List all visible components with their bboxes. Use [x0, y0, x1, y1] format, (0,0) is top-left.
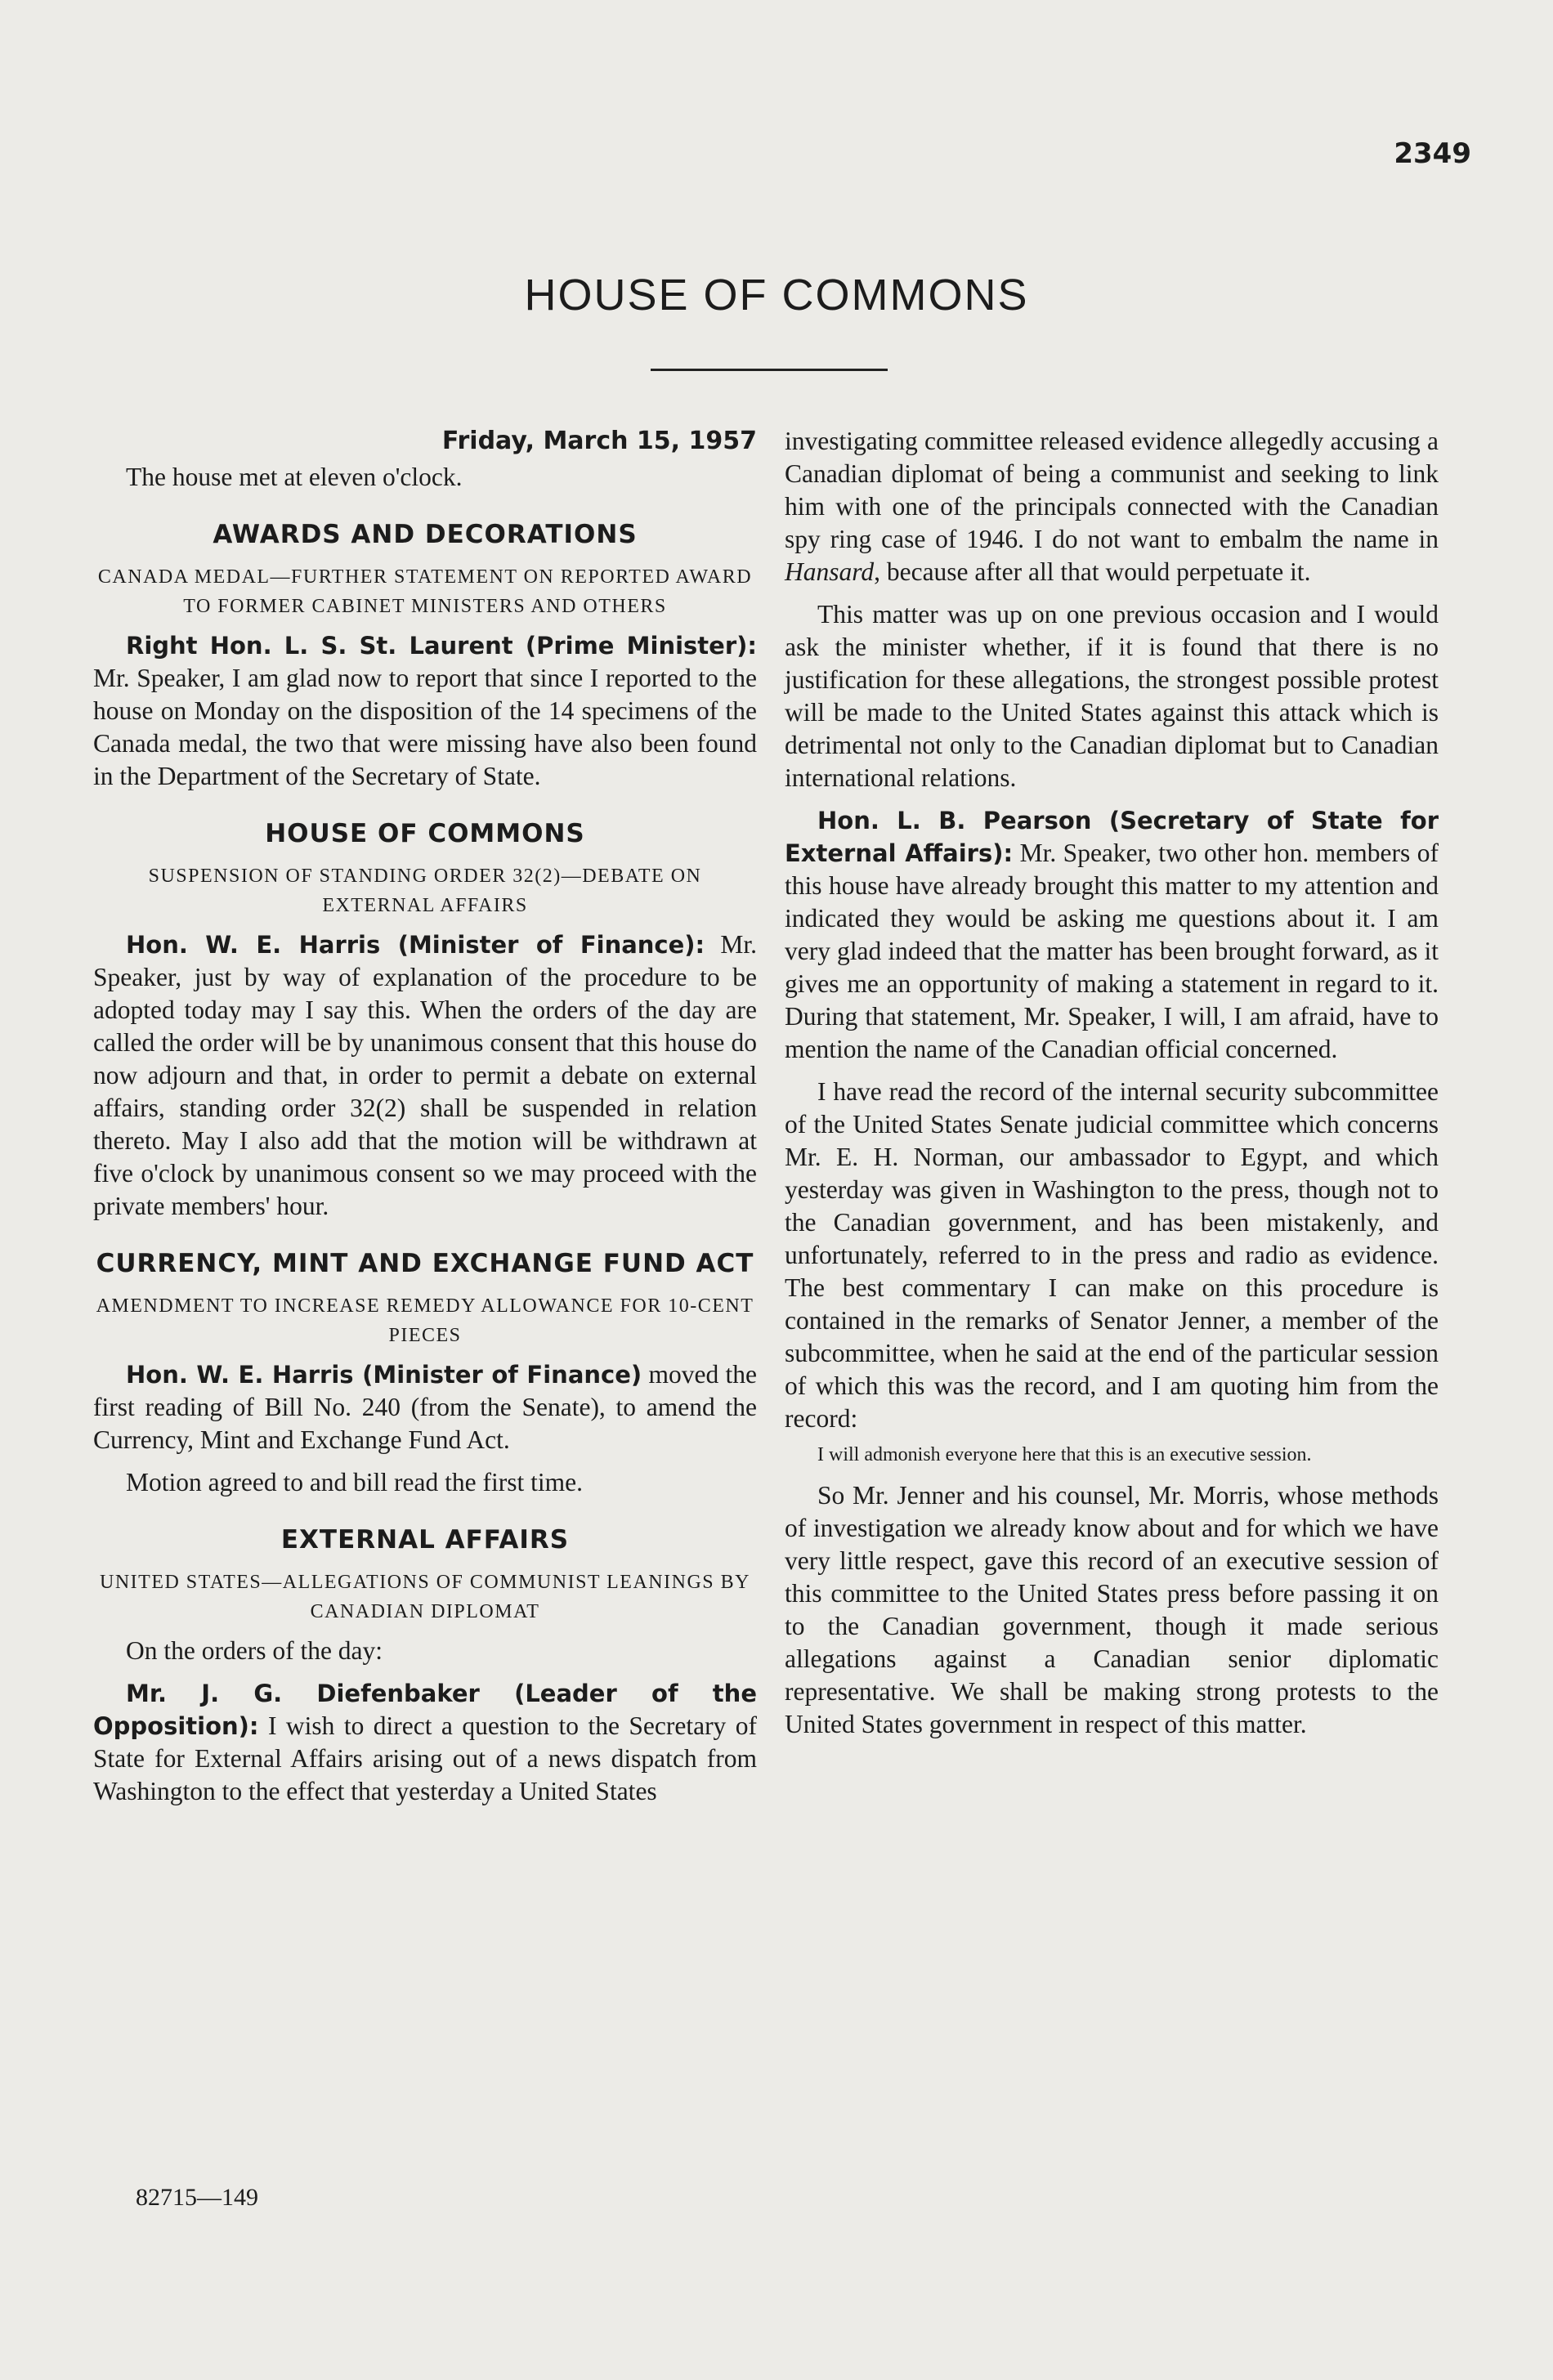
speech-text: Mr. Speaker, two other hon. members of this house have already brought this matter to my attention and indicated they would be asking me questions about it. I am very glad indeed that the matter has been brought forward, as it gives me an opportunity of making a statement in regard to it. During that statement, Mr. Speaker, I will, I am afraid, have to mention the name of the Canadian official concerned. — [785, 839, 1439, 1063]
paragraph-record: I have read the record of the internal security subcommittee of the United States Senate judicial committee which concerns Mr. E. H. Norman, our ambassador to Egypt, and which yesterday was given in Washington to the press, though not to the Canadian government, and has been mistakenly, and unfortunately, referred to in the press and radio as evidence. The best commentary I can make on this procedure is contained in the remarks of Senator Jenner, a member of the subcommittee, when he said at the end of the particular session of which this was the record, and I am quoting him from the record: — [785, 1077, 1439, 1433]
paragraph-st-laurent — [93, 629, 757, 793]
section-heading-awards: AWARDS AND DECORATIONS — [213, 520, 638, 549]
section-heading-house: HOUSE OF COMMONS — [265, 819, 585, 848]
quoted-passage: I will admonish everyone here that this is an executive session. — [817, 1444, 1312, 1465]
paragraph-motion: Motion agreed to and bill read the first time. — [126, 1468, 583, 1496]
text-run: , because after all that would perpetuate it. — [874, 557, 1311, 586]
speaker-name: Mr. J. G. Diefenbaker (Leader of the Opposition): — [93, 1680, 757, 1740]
paragraph-jenner: So Mr. Jenner and his counsel, Mr. Morris, whose methods of investigation we already know about and for which we have very little respect, gave this record of an executive session of this committee to the United States press before passing it on to the Canadian government, though it made serious allegations against a Canadian senior diplomatic representative. We shall be making strong protests to the United States government in respect of this matter. — [785, 1481, 1439, 1738]
subheading-canada-medal: CANADA MEDAL—FURTHER STATEMENT ON REPORTED AWARD TO FORMER CABINET MINISTERS AND OTHERS — [97, 566, 753, 617]
right-column — [785, 425, 1439, 1741]
speaker-name: Hon. W. E. Harris (Minister of Finance) — [126, 1361, 642, 1389]
sitting-date: Friday, March 15, 1957 — [441, 427, 757, 455]
subheading-allegations: UNITED STATES—ALLEGATIONS OF COMMUNIST LEANINGS BY CANADIAN DIPLOMAT — [100, 1572, 750, 1622]
speaker-name: Right Hon. L. S. St. Laurent (Prime Minister): — [126, 632, 757, 660]
subheading-amendment: AMENDMENT TO INCREASE REMEDY ALLOWANCE FOR 10-CENT PIECES — [96, 1295, 754, 1346]
section-heading-currency: CURRENCY, MINT AND EXCHANGE FUND ACT — [96, 1249, 754, 1278]
speech-text: Mr. Speaker, I am glad now to report that since I reported to the house on Monday on the disposition of the 14 specimens of the Canada medal, the two that were missing have also been found in the Department of the Secretary of State. — [93, 664, 757, 790]
speech-text: Mr. Speaker, just by way of explanation of the procedure to be adopted today may I say this. When the orders of the day are called the order will be by unanimous consent that this house do now adjourn and that, in order to permit a debate on external affairs, standing order 32(2) shall be suspended in relation thereto. May I also add that the motion will be withdrawn at five o'clock by unanimous consent so we may proceed with the private members' hour. — [93, 930, 758, 1220]
subheading-standing-order: SUSPENSION OF STANDING ORDER 32(2)—DEBATE ON EXTERNAL AFFAIRS — [148, 866, 702, 916]
paragraph-pearson — [785, 804, 1439, 1066]
text-run: investigating committee released evidence allegedly accusing a Canadian diplomat of being a communist and seeking to link him with one of the principals connected with the Canadian spy ring case of 1946. I do not want to embalm the name in — [785, 427, 1439, 553]
printer-mark: 82715—149 — [136, 2184, 258, 2211]
speaker-name: Hon. W. E. Harris (Minister of Finance): — [126, 931, 705, 959]
speaker-name: Hon. L. B. Pearson (Secretary of State for External Affairs): — [785, 807, 1439, 867]
speech-text: moved the first reading of Bill No. 240 (from the Senate), to amend the Currency, Mint and Exchange Fund Act. — [93, 1360, 757, 1454]
paragraph-orders-of-day: On the orders of the day: — [126, 1636, 383, 1665]
speech-text: I wish to direct a question to the Secretary of State for External Affairs arising out of a news dispatch from Washington to the effect that yesterday a United States — [93, 1711, 757, 1805]
opening-line: The house met at eleven o'clock. — [126, 463, 463, 491]
italic-text: Hansard — [785, 557, 875, 586]
paragraph-harris-bill — [93, 1358, 757, 1456]
page-title: HOUSE OF COMMONS — [524, 271, 1029, 320]
paragraph-diefenbaker — [93, 1677, 757, 1808]
left-column — [93, 425, 757, 1808]
paragraph-harris-procedure — [93, 928, 757, 1223]
paragraph-continued — [785, 425, 1439, 588]
page-number: 2349 — [1394, 137, 1471, 170]
title-rule — [651, 369, 888, 371]
section-heading-external: EXTERNAL AFFAIRS — [280, 1525, 570, 1555]
paragraph-matter-up: This matter was up on one previous occasion and I would ask the minister whether, if it is found that there is no justification for these allegations, the strongest possible protest will be made to the United States against this attack which is detrimental not only to the Canadian diplomat but to Canadian international relations. — [785, 600, 1439, 792]
